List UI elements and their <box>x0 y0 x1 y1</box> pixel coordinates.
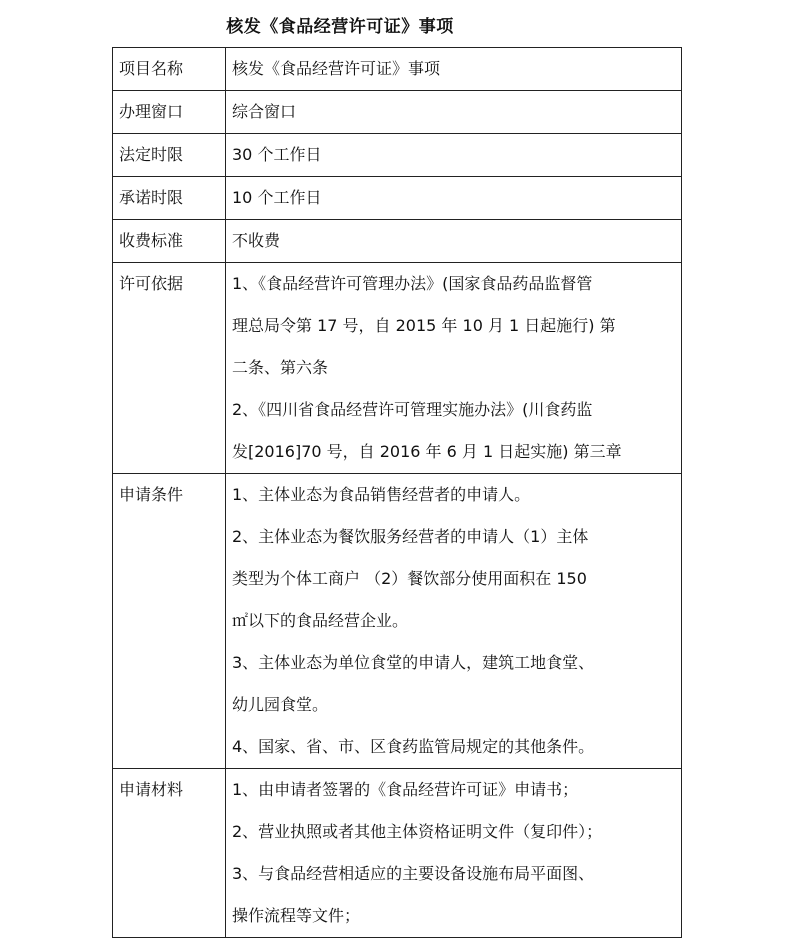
material-line: 操作流程等文件； <box>232 906 361 925</box>
row-label: 承诺时限 <box>113 177 226 220</box>
conditions-text <box>226 474 682 769</box>
materials-text <box>226 769 682 938</box>
row-value: 30 个工作日 <box>226 134 682 177</box>
row-value: 综合窗口 <box>226 91 682 134</box>
row-label: 许可依据 <box>113 263 226 474</box>
table-row-conditions <box>113 474 682 769</box>
condition-line: 2、主体业态为餐饮服务经营者的申请人（1）主体 <box>232 527 589 546</box>
row-label: 法定时限 <box>113 134 226 177</box>
row-label: 项目名称 <box>113 48 226 91</box>
condition-line: 类型为个体工商户 （2）餐饮部分使用面积在 150 <box>232 569 587 588</box>
table-row <box>113 48 682 91</box>
condition-line: 1、主体业态为食品销售经营者的申请人。 <box>232 485 531 504</box>
basis-line: 1、《食品经营许可管理办法》(国家食品药品监督管 <box>232 274 593 293</box>
table-row <box>113 220 682 263</box>
table-row-materials <box>113 769 682 938</box>
basis-line: 2、《四川省食品经营许可管理实施办法》(川食药监 <box>232 400 593 419</box>
basis-text <box>226 263 682 474</box>
row-label: 申请材料 <box>113 769 226 938</box>
license-info-table <box>112 47 682 938</box>
condition-line: ㎡以下的食品经营企业。 <box>232 611 409 630</box>
basis-line: 理总局令第 17 号，自 2015 年 10 月 1 日起施行) 第 <box>232 316 616 335</box>
table-row <box>113 134 682 177</box>
material-line: 3、与食品经营相适应的主要设备设施布局平面图、 <box>232 864 595 883</box>
row-value: 不收费 <box>226 220 682 263</box>
row-label: 收费标准 <box>113 220 226 263</box>
condition-line: 幼儿园食堂。 <box>232 695 329 714</box>
basis-line: 二条、第六条 <box>232 358 329 377</box>
row-value: 10 个工作日 <box>226 177 682 220</box>
basis-line: 发[2016]70 号，自 2016 年 6 月 1 日起实施) 第三章 <box>232 442 622 461</box>
row-value: 核发《食品经营许可证》事项 <box>226 48 682 91</box>
row-label: 申请条件 <box>113 474 226 769</box>
condition-line: 4、国家、省、市、区食药监管局规定的其他条件。 <box>232 737 595 756</box>
row-label: 办理窗口 <box>113 91 226 134</box>
material-line: 2、营业执照或者其他主体资格证明文件（复印件）； <box>232 822 603 841</box>
material-line: 1、由申请者签署的《食品经营许可证》申请书； <box>232 780 579 799</box>
table-row-basis <box>113 263 682 474</box>
table-row <box>113 177 682 220</box>
table-row <box>113 91 682 134</box>
condition-line: 3、主体业态为单位食堂的申请人，建筑工地食堂、 <box>232 653 595 672</box>
document-title: 核发《食品经营许可证》事项 <box>226 17 454 37</box>
